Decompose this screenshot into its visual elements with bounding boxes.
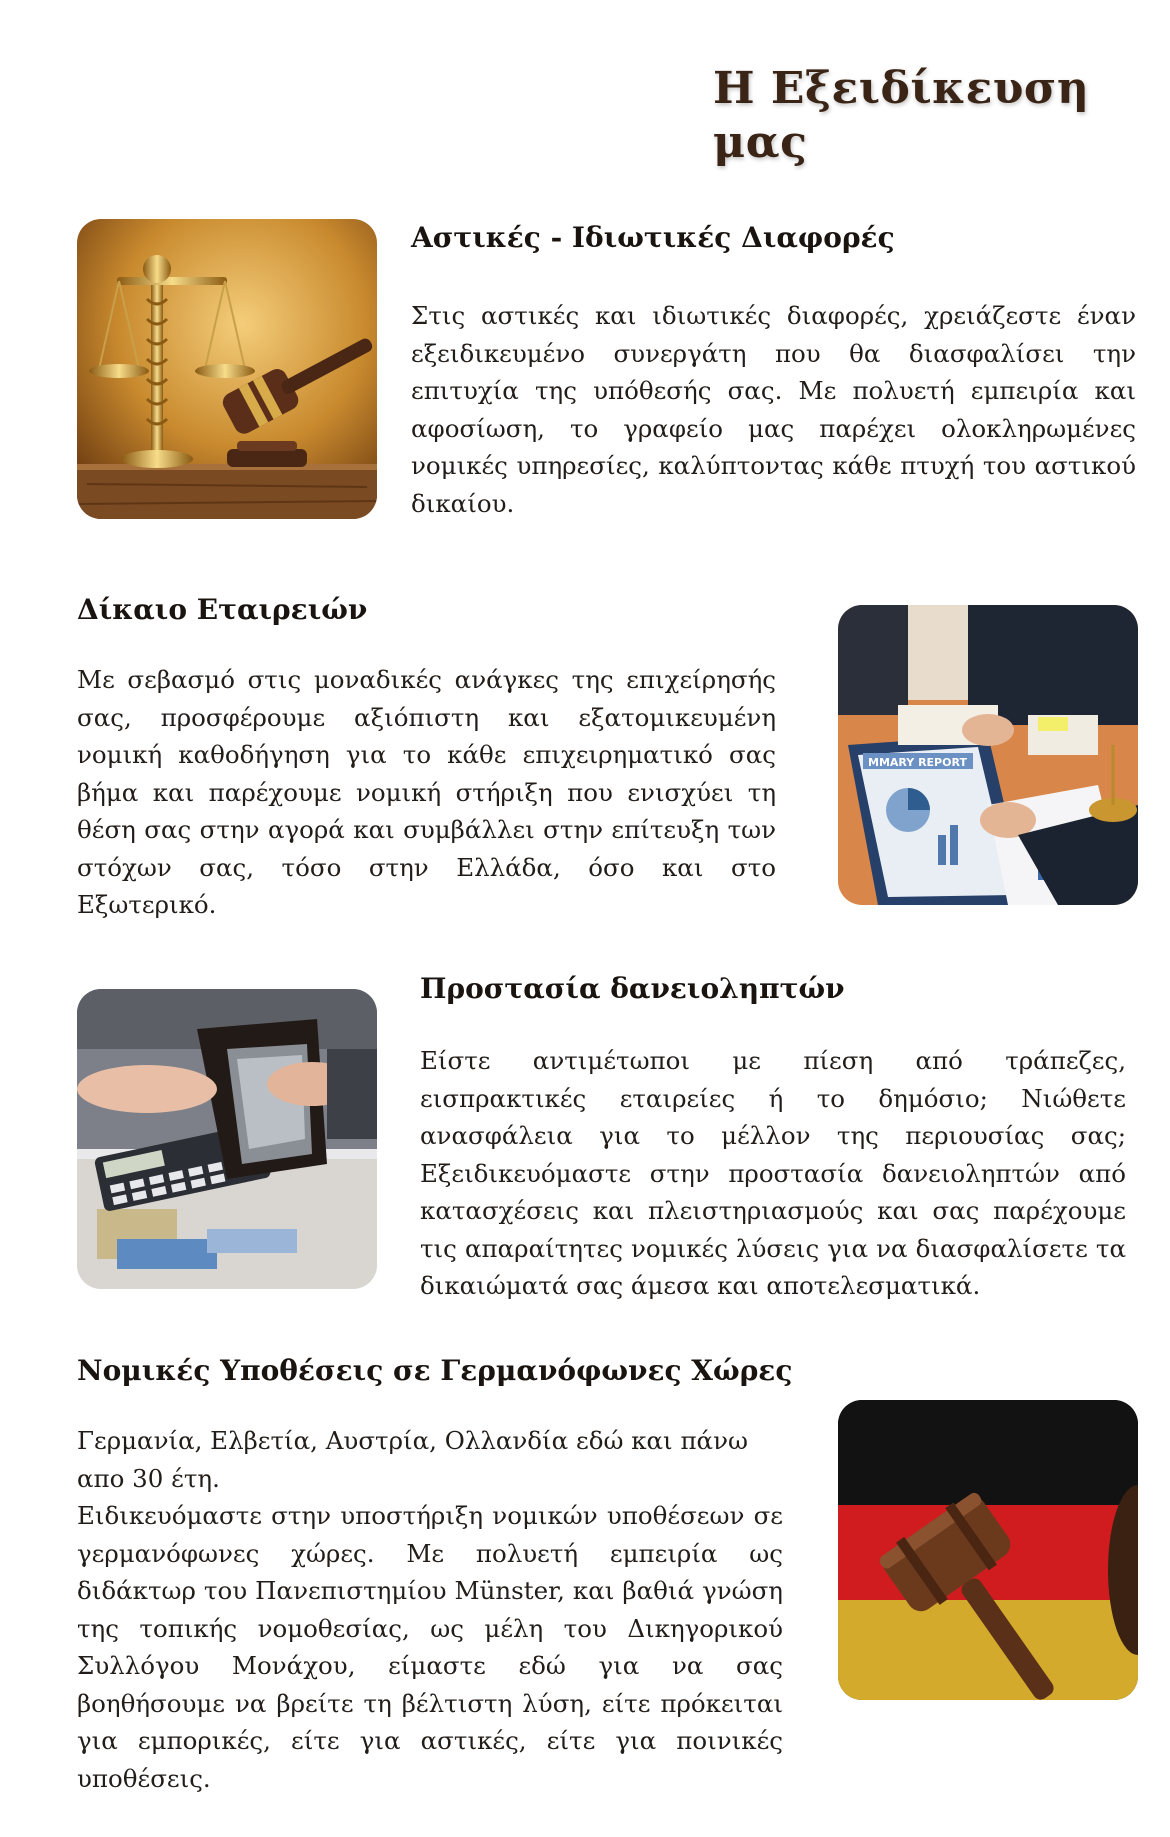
page-title: Η Εξειδίκευση μας (713, 63, 1090, 168)
section-text-civil: Στις αστικές και ιδιωτικές διαφορές, χρειάζεστε έναν εξειδικευμένο συνεργάτη που θα διασφαλίσει την επιτυχία της υπόθεσής σας. Με πολυετή εμπειρία και αφοσίωση, το γραφείο μας παρέχει ολοκληρωμένες νομικές υπηρεσίες, καλύπτοντας κάθε πτυχή του αστικού δικαίου. (411, 301, 1136, 518)
section-heading-borrowers: Προστασία δανειοληπτών (420, 972, 845, 1005)
business-meeting-image (838, 605, 1138, 905)
summary-report-label: MMARY REPORT (868, 756, 967, 769)
section-heading-civil: Αστικές - Ιδιωτικές Διαφορές (411, 221, 895, 254)
section-text-german-countries: Ειδικευόμαστε στην υποστήριξη νομικών υποθέσεων σε γερμανόφωνες χώρες. Με πολυετή εμπειρία ως διδάκτωρ του Πανεπιστημίου Münster, και βαθιά γνώση της τοπικής νομοθεσίας, ως μέλη του Δικηγορικού Συλλόγου Μονάχου, είμαστε εδώ για να σας βοηθήσουμε να βρείτε τη βέλτιστη λύση, είτε πρόκειται για εμπορικές, είτε για αστικές, είτε για ποινικές υποθέσεις. (77, 1501, 783, 1793)
section-intro-german-countries: Γερμανία, Ελβετία, Αυστρία, Ολλανδία εδώ και πάνω απο 30 έτη. (77, 1426, 748, 1493)
wallet-calculator-image (77, 989, 377, 1289)
german-flag-gavel-image (838, 1400, 1138, 1700)
section-text-corporate: Με σεβασμό στις μοναδικές ανάγκες της επιχείρησής σας, προσφέρουμε αξιόπιστη και εξατομικευμένη νομική καθοδήγηση για το κάθε επιχειρηματικό σας βήμα και παρέχουμε νομική στήριξη που ενισχύει τη θέση σας στην αγορά και συμβάλλει στην επίτευξη των στόχων σας, τόσο στην Ελλάδα, όσο και στο Εξωτερικό. (77, 665, 776, 919)
section-text-borrowers: Είστε αντιμέτωποι με πίεση από τράπεζες, εισπρακτικές εταιρείες ή το δημόσιο; Νιώθετε ανασφάλεια για το μέλλον της περιουσίας σας; Εξειδικευόμαστε στην προστασία δανειοληπτών από κατασχέσεις και πλειστηριασμούς και σας παρέχουμε τις απαραίτητες νομικές λύσεις για να διασφαλίσετε τα δικαιώματά σας άμεσα και αποτελεσματικά. (420, 1046, 1126, 1300)
scales-and-gavel-image (77, 219, 377, 519)
section-heading-german-countries: Νομικές Υποθέσεις σε Γερμανόφωνες Χώρες (77, 1354, 793, 1387)
section-heading-corporate: Δίκαιο Εταιρειών (77, 593, 368, 626)
